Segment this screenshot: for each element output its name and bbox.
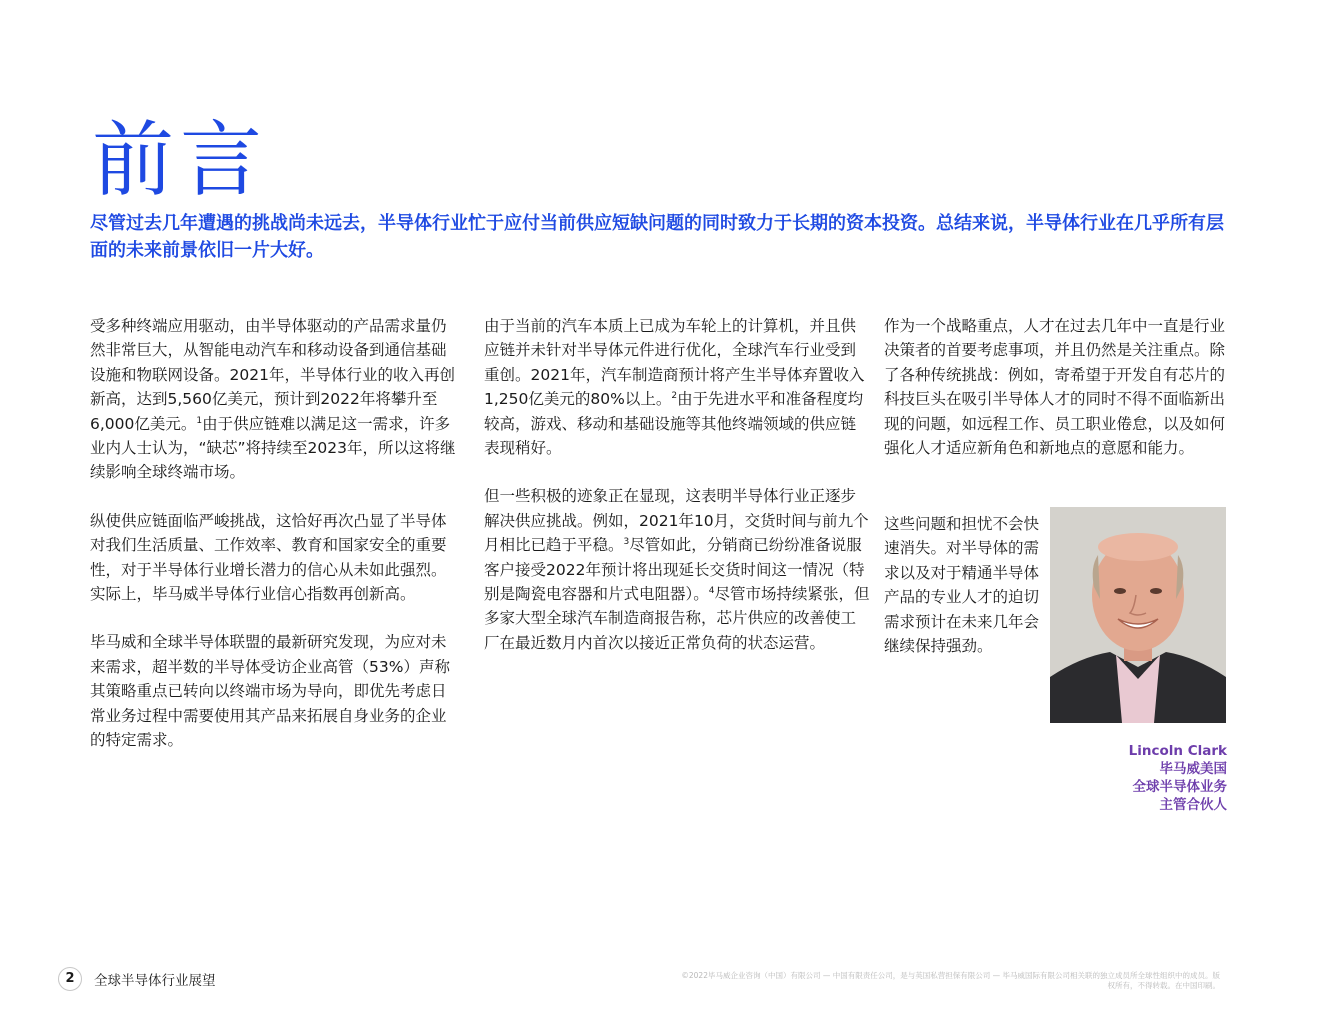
col2-p1-text-a: 由于当前的汽车本质上已成为车轮上的计算机，并且供应链并未针对半导体元件进行优化，全球汽车行业受到重创。2021年，汽车制造商预计将产生半导体弃置收入1,250亿美元的80%以上。 <box>484 317 865 409</box>
col3-paragraph-2: 这些问题和担忧不会快速消失。对半导体的需求以及对于精通半导体产品的专业人才的迫切需求预计在未来几年会继续保持强劲。 <box>884 515 1040 656</box>
column-1 <box>90 314 460 777</box>
col2-p1-text-b: 由于先进水平和准备程度均较高，游戏、移动和基础设施等其他终端领域的供应链表现稍好。 <box>484 390 864 458</box>
footnote-ref-3: 3 <box>623 537 630 548</box>
portrait-photo <box>1050 507 1226 723</box>
column-3-top <box>884 314 1236 484</box>
caption-dept: 全球半导体业务 <box>1132 779 1227 795</box>
lead-paragraph: 尽管过去几年遭遇的挑战尚未远去，半导体行业忙于应付当前供应短缺问题的同时致力于长期的资本投资。总结来说，半导体行业在几乎所有层面的未来前景依旧一片大好。 <box>90 213 1224 261</box>
col1-paragraph-3: 毕马威和全球半导体联盟的最新研究发现，为应对未来需求，超半数的半导体受访企业高管（53%）声称其策略重点已转向以终端市场为导向，即优先考虑日常业务过程中需要使用其产品来拓展自身业务的企业的特定需求。 <box>90 633 450 750</box>
caption-role: 主管合伙人 <box>1159 797 1227 813</box>
caption-org: 毕马威美国 <box>1159 761 1227 777</box>
footnote-ref-1: 1 <box>196 415 203 426</box>
footer-doc-title: 全球半导体行业展望 <box>94 973 216 989</box>
col2-paragraph-2 <box>484 484 870 655</box>
legal-line-1: ©2022毕马威企业咨询（中国）有限公司 — 中国有限责任公司，是与英国私营担保有限公司 — 毕马威国际有限公司相关联的独立成员所全球性组织中的成员。版 <box>681 971 1220 980</box>
footnote-ref-4: 4 <box>708 585 715 596</box>
caption-name: Lincoln Clark <box>1128 743 1227 759</box>
col2-p2-text-a: 但一些积极的迹象正在显现，这表明半导体行业正逐步解决供应挑战。例如，2021年10月，交货时间与前九个月相比已趋于平稳。 <box>484 487 869 555</box>
col1-p1-text-b: 由于供应链难以满足这一需求，许多业内人士认为，“缺芯”将持续至2023年，所以这将继续影响全球终端市场。 <box>90 414 456 482</box>
legal-line-2: 权所有，不得转载。在中国印刷。 <box>1107 981 1220 990</box>
page-title: 前言 <box>92 112 269 208</box>
column-2 <box>484 314 870 679</box>
col1-paragraph-1 <box>90 314 460 485</box>
footnote-ref-2: 2 <box>671 391 678 402</box>
page-number: 2 <box>58 967 82 991</box>
photo-caption <box>1060 742 1227 814</box>
col2-paragraph-1 <box>484 314 870 460</box>
column-3-bottom <box>884 512 1044 682</box>
col2-p2-text-c: 尽管市场持续紧张，但多家大型全球汽车制造商报告称，芯片供应的改善使工厂在最近数月内首次以接近正常负荷的状态运营。 <box>484 585 870 652</box>
col2-p2-text-b: 尽管如此，分销商已纷纷准备说服客户接受2022年预计将出现延长交货时间这一情况（特别是陶瓷电容器和片式电阻器）。 <box>484 536 865 604</box>
col1-paragraph-2: 纵使供应链面临严峻挑战，这恰好再次凸显了半导体对我们生活质量、工作效率、教育和国家安全的重要性，对于半导体行业增长潜力的信心从未如此强烈。实际上，毕马威半导体行业信心指数再创新高。 <box>90 511 447 604</box>
footer-legal <box>600 971 1220 991</box>
col3-paragraph-1: 作为一个战略重点，人才在过去几年中一直是行业决策者的首要考虑事项，并且仍然是关注重点。除了各种传统挑战：例如，寄希望于开发自有芯片的科技巨头在吸引半导体人才的同时不得不面临新出现的问题，如远程工作、员工职业倦怠，以及如何强化人才适应新角色和新地点的意愿和能力。 <box>884 317 1226 458</box>
portrait-illustration <box>1050 507 1226 723</box>
col1-p1-text-a: 受多种终端应用驱动，由半导体驱动的产品需求量仍然非常巨大，从智能电动汽车和移动设备到通信基础设施和物联网设备。2021年，半导体行业的收入再创新高，达到5,560亿美元，预计到2022年将攀升至6,000亿美元。 <box>90 317 455 433</box>
